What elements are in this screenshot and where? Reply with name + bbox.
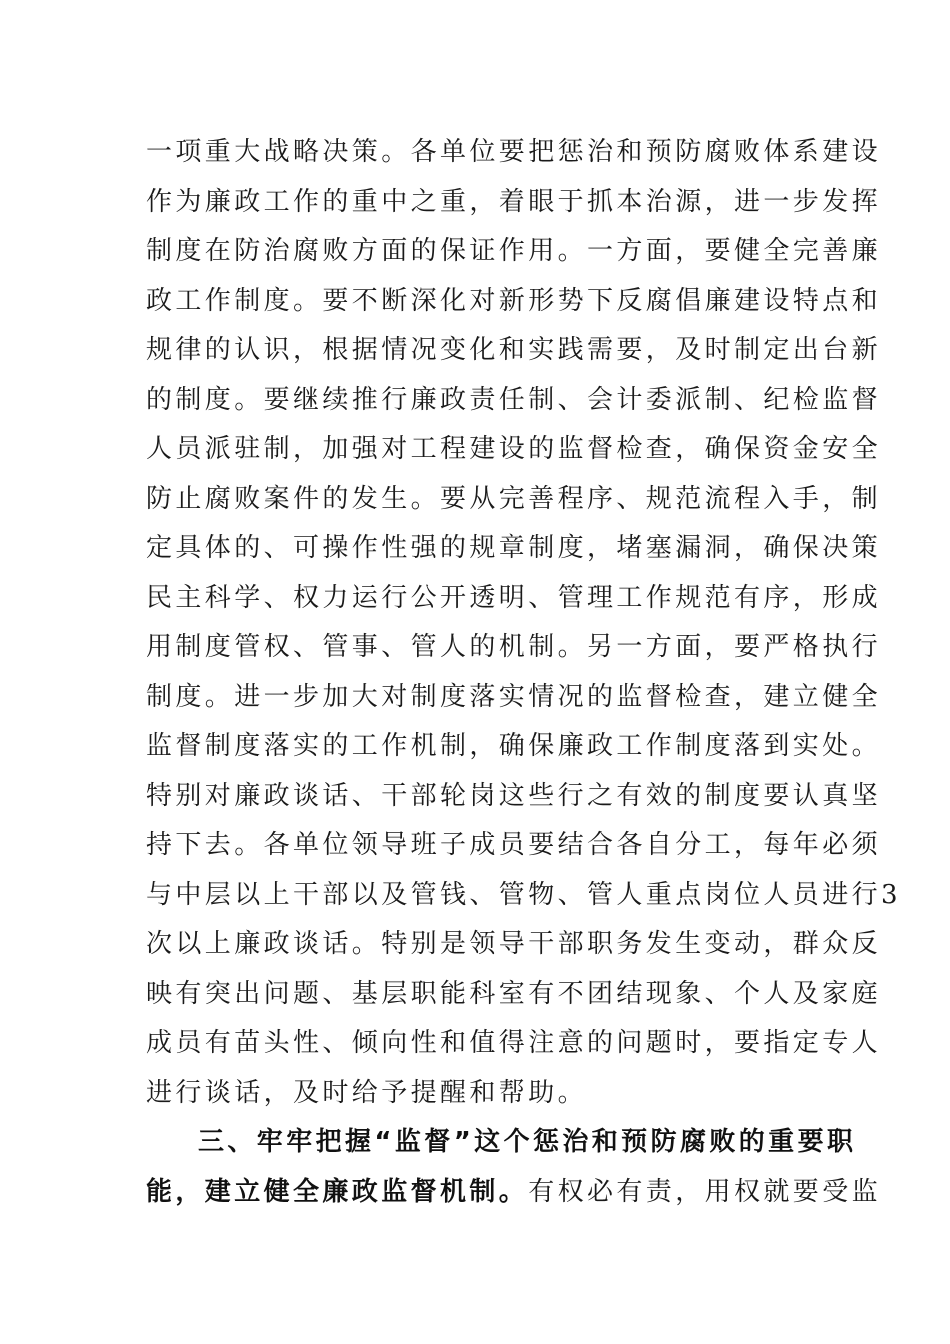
text-line: 进行谈话，及时给予提醒和帮助。 (146, 1077, 588, 1108)
text-line (146, 1168, 882, 1218)
text-line: 特别对廉政谈话、干部轮岗这些行之有效的制度要认真坚 (146, 780, 882, 811)
text-line: 次以上廉政谈话。特别是领导干部职务发生变动，群众反 (146, 929, 882, 959)
text-line: 制度。进一步加大对制度落实情况的监督检查，建立健全 (146, 681, 882, 712)
text-line: 规律的认识，根据情况变化和实践需要，及时制定出台新 (146, 335, 882, 365)
document-body (146, 128, 901, 1217)
section-heading-line (146, 1118, 857, 1168)
text-line: 民主科学、权力运行公开透明、管理工作规范有序，形成 (146, 582, 882, 613)
text-line: 政工作制度。要不断深化对新形势下反腐倡廉建设特点和 (146, 285, 882, 316)
section-body-text: 有权必有责，用权就要受监 (528, 1176, 882, 1207)
text-line: 映有突出问题、基层职能科室有不团结现象、个人及家庭 (146, 978, 882, 1009)
section-heading-continued: 能，建立健全廉政监督机制。 (146, 1176, 529, 1207)
section-heading: 三、牢牢把握“监督”这个惩治和预防腐败的重要职 (198, 1127, 857, 1157)
text-line: 定具体的、可操作性强的规章制度，堵塞漏洞，确保决策 (146, 533, 882, 563)
text-line: 防止腐败案件的发生。要从完善程序、规范流程入手，制 (146, 483, 882, 514)
paragraph-institution-building (146, 128, 901, 1118)
text-line: 作为廉政工作的重中之重，着眼于抓本治源，进一步发挥 (146, 186, 882, 217)
text-line: 用制度管权、管事、管人的机制。另一方面，要严格执行 (146, 632, 882, 662)
text-line: 一项重大战略决策。各单位要把惩治和预防腐败体系建设 (146, 137, 882, 167)
text-line: 成员有苗头性、倾向性和值得注意的问题时，要指定专人 (146, 1028, 882, 1058)
text-line: 持下去。各单位领导班子成员要结合各自分工，每年必须 (146, 830, 882, 860)
text-line: 制度在防治腐败方面的保证作用。一方面，要健全完善廉 (146, 236, 882, 266)
text-line: 人员派驻制，加强对工程建设的监督检查，确保资金安全 (146, 434, 882, 464)
paragraph-section-3 (146, 1118, 882, 1217)
text-line: 的制度。要继续推行廉政责任制、会计委派制、纪检监督 (146, 384, 882, 415)
text-line: 监督制度落实的工作机制，确保廉政工作制度落到实处。 (146, 731, 882, 761)
text-line: 与中层以上干部以及管钱、管物、管人重点岗位人员进行3 (146, 879, 901, 910)
